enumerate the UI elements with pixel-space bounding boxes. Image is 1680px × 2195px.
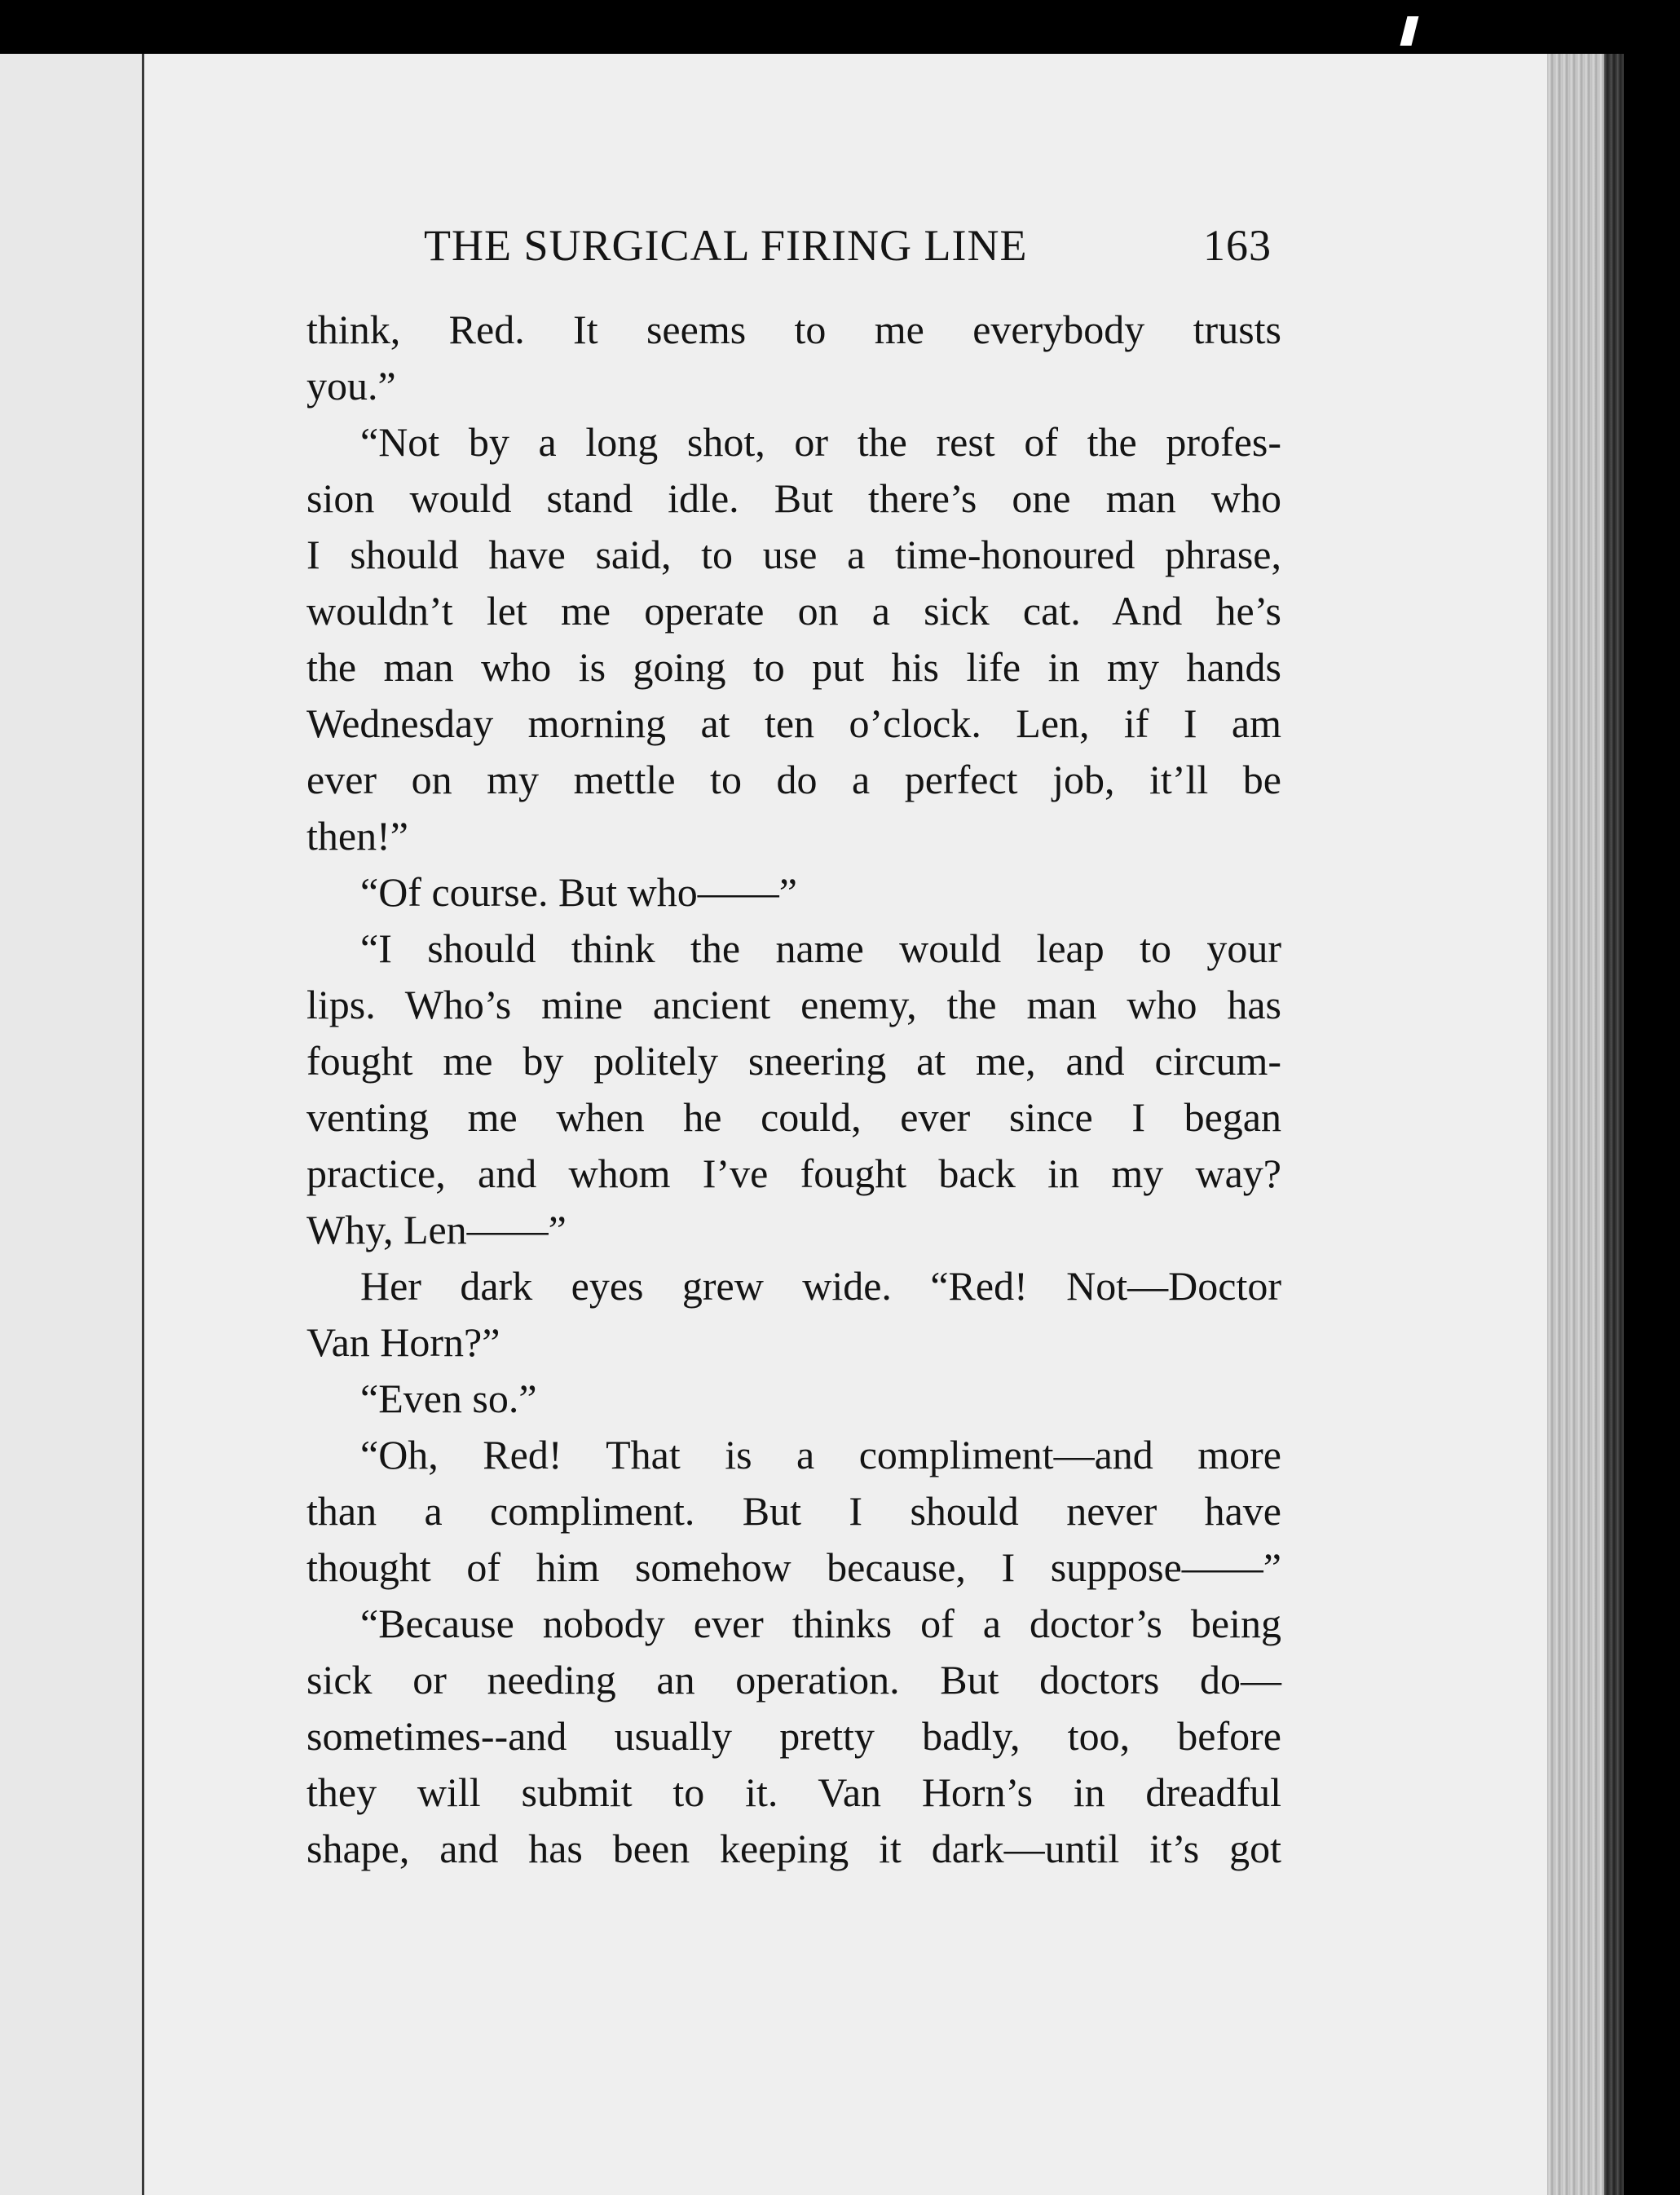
text-line: shape, and has been keeping it dark—until it’s got (306, 1826, 1281, 1871)
page-number: 163 (1203, 221, 1272, 270)
text-line: fought me by politely sneering at me, and circum- (306, 1038, 1281, 1084)
text-line: Her dark eyes grew wide. “Red! Not—Doctor (360, 1263, 1281, 1309)
binding-gutter-line (142, 54, 144, 2195)
text-line: they will submit to it. Van Horn’s in dreadful (306, 1769, 1281, 1815)
text-line: I should have said, to use a time-honoured phrase, (306, 532, 1281, 577)
text-line: Why, Len——” (306, 1207, 567, 1252)
text-line: Van Horn?” (306, 1319, 500, 1365)
text-line: wouldn’t let me operate on a sick cat. And he’s (306, 588, 1281, 634)
text-line: Wednesday morning at ten o’clock. Len, if I am (306, 700, 1281, 746)
book-edge-shadow (1604, 54, 1624, 2195)
text-line: “Not by a long shot, or the rest of the profes- (360, 419, 1281, 465)
text-line: ever on my mettle to do a perfect job, it’ll be (306, 757, 1281, 802)
text-line: the man who is going to put his life in my hands (306, 644, 1281, 690)
scan-artifact-mark (1400, 16, 1419, 46)
text-line: thought of him somehow because, I suppose——” (306, 1544, 1281, 1590)
text-line: you.” (306, 363, 396, 409)
running-head-title: THE SURGICAL FIRING LINE (424, 221, 1028, 270)
text-line: sick or needing an operation. But doctors do— (306, 1657, 1281, 1703)
text-line: venting me when he could, ever since I began (306, 1094, 1281, 1140)
page-edges (1547, 54, 1604, 2195)
text-line: than a compliment. But I should never have (306, 1488, 1281, 1534)
body-text (306, 302, 1281, 1877)
text-line: sion would stand idle. But there’s one man who (306, 475, 1281, 521)
text-line: “Because nobody ever thinks of a doctor’s being (360, 1601, 1281, 1646)
text-line: then!” (306, 813, 408, 859)
text-line: practice, and whom I’ve fought back in my way? (306, 1150, 1281, 1196)
text-line: sometimes--and usually pretty badly, too, before (306, 1713, 1281, 1759)
text-line: think, Red. It seems to me everybody trusts (306, 307, 1281, 352)
text-line: “Oh, Red! That is a compliment—and more (360, 1432, 1281, 1477)
text-line: “Of course. But who——” (360, 869, 797, 915)
text-line: “I should think the name would leap to your (360, 925, 1281, 971)
text-line: lips. Who’s mine ancient enemy, the man who has (306, 982, 1281, 1027)
running-head (424, 220, 1272, 277)
text-line: “Even so.” (360, 1376, 537, 1421)
gutter-area (0, 54, 142, 2195)
